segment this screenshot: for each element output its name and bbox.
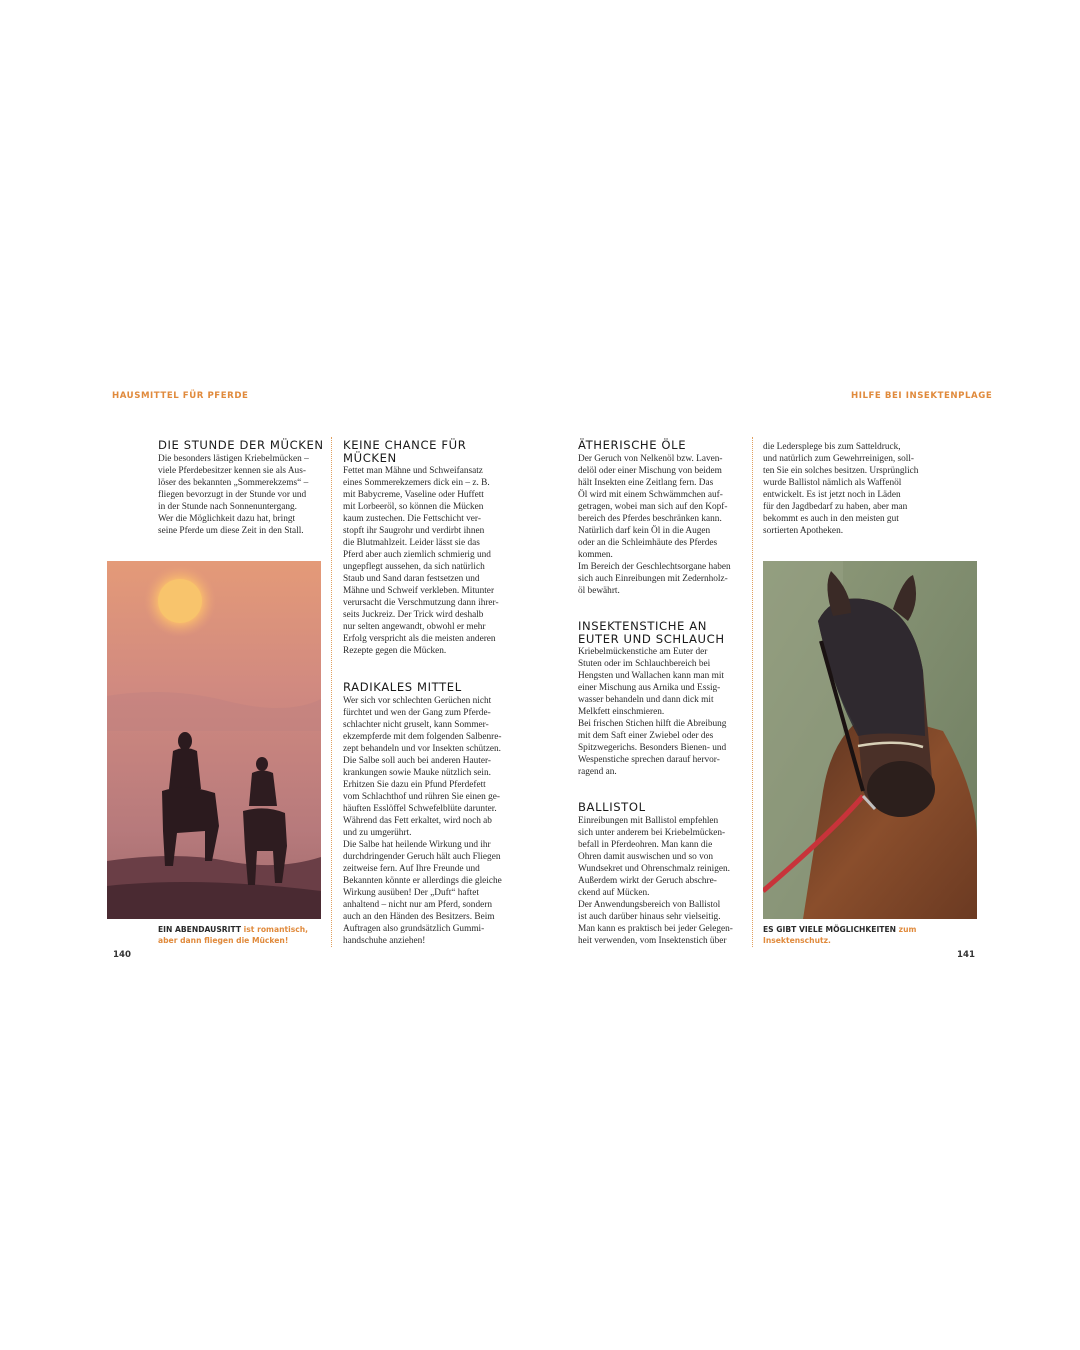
body-die-stunde: Die besonders lästigen Kriebelmücken – viele Pferdebesitzer kennen sie als Aus- löser des bekannten „Sommerekzems“ – fliegen bevorzugt in der Stunde vor und in der Stunde nach Sonnenuntergang. Wer die Möglichkeit dazu hat, bringt seine Pferde um diese Zeit in den Stall. (158, 454, 309, 536)
heading-insektenstiche: INSEKTENSTICHE AN EUTER UND SCHLAUCH (578, 619, 725, 646)
heading-die-stunde: DIE STUNDE DER MÜCKEN (158, 438, 324, 452)
caption-evening-ride (158, 924, 328, 946)
caption-rest-right: zum Insektenschutz. (763, 925, 917, 945)
caption-lead-right: ES GIBT VIELE MÖGLICHKEITEN (763, 925, 896, 934)
heading-ballistol: BALLISTOL (578, 800, 646, 814)
body-ballistol: Einreibungen mit Ballistol empfehlen sich unter anderem bei Kriebelmücken- befall in Pferdeohren. Man kann die Ohren damit auswischen und so von Wundsekret und Ohrenschmalz reinigen. Außerdem wirkt der Geruch abschre- ckend auf Mücken. Der Anwendungsbereich von Ballistol ist auch darüber hinaus sehr vielseitig. Man kann es praktisch bei jeder Gelegen- heit verwenden, vom Insektenstich über (578, 816, 733, 946)
page-number-right: 141 (957, 950, 975, 960)
body-radikales-mittel: Wer sich vor schlechten Gerüchen nicht fürchtet und wen der Gang zum Pferde- schlachter nicht gruselt, kann Sommer- ekzempferde mit dem folgenden Salbenre- zept behandeln und vor Insekten schützen. Die Salbe soll auch bei anderen Hauter- krankungen sowie Mauke nützlich sein. Erhitzen Sie dazu ein Pfund Pferdefett vom Schlachthof und rühren Sie einen ge- häuften Esslöffel Schwefelblüte darunter. Während das Fett erkaltet, wird noch ab und zu umgerührt. Die Salbe hat heilende Wirkung und ihr durchdringender Geruch hält auch Fliegen zeitweise fern. Auf Ihre Freunde und Bekannten könnte er allerdings die gleiche Wirkung ausüben! Der „Duft“ haftet anhaltend – nicht nur am Pferd, sondern auch an den Händen des Besitzers. Beim Auftragen also grundsätzlich Gummi- handschuhe anziehen! (343, 696, 502, 946)
running-head-left: HAUSMITTEL FÜR PFERDE (112, 391, 249, 401)
body-ballistol-continued: die Ledersplege bis zum Satteldruck, und natürlich zum Gewehrreinigen, soll- ten Sie ein solches besitzen. Ursprünglich wurde Ballistol nämlich als Waffenöl entwickelt. Es ist jetzt noch in Läden für den Jagdbedarf zu haben, aber man bekommt es auch in den meisten gut sortierten Apotheken. (763, 442, 919, 536)
caption-lead: EIN ABENDAUSRITT (158, 925, 242, 934)
heading-keine-chance: KEINE CHANCE FÜR MÜCKEN (343, 438, 467, 465)
running-head-right: HILFE BEI INSEKTENPLAGE (851, 391, 993, 401)
photo-horse-fly-mask (763, 561, 977, 919)
body-keine-chance: Fettet man Mähne und Schweifansatz eines Sommerekzemers dick ein – z. B. mit Babycreme, Vaseline oder Huffett mit Lorbeeröl, so können die Mücken kaum zustechen. Die Fettschicht ver- stopft ihr Saugrohr und verdirbt ihnen die Blutmahlzeit. Leider lässt sie das Pferd aber auch ziemlich schmierig und ungepflegt aussehen, da sich natürlich Staub und Sand daran festsetzen und Mähne und Schweif verkleben. Mitunter verursacht die Verschmutzung dann ihrer- seits Juckreiz. Der Trick wird deshalb nur selten angewandt, obwohl er mehr Erfolg verspricht als die meisten anderen Rezepte gegen die Mücken. (343, 466, 499, 656)
page-number-left: 140 (113, 950, 131, 960)
horse-fly-mask-image (763, 561, 977, 919)
body-aetherische-oele: Der Geruch von Nelkenöl bzw. Laven- delöl oder einer Mischung von beidem hält Insekten eine Zeitlang fern. Das Öl wird mit einem Schwämmchen auf- getragen, wobei man sich auf den Kopf- bereich des Pferdes beschränken kann. Natürlich darf kein Öl in die Augen oder an die Schleimhäute des Pferdes kommen. Im Bereich der Geschlechtsorgane haben sich auch Einreibungen mit Zedernholz- öl bewährt. (578, 454, 731, 596)
caption-rest: ist romantisch, aber dann fliegen die Mücken! (158, 925, 309, 945)
column-rule-left (331, 437, 332, 947)
column-rule-right (752, 437, 753, 947)
evening-ride-image (107, 561, 321, 919)
heading-radikales-mittel: RADIKALES MITTEL (343, 680, 462, 694)
heading-aetherische-oele: ÄTHERISCHE ÖLE (578, 438, 687, 452)
caption-horse (763, 924, 933, 946)
photo-evening-ride (107, 561, 321, 919)
body-insektenstiche: Kriebelmückenstiche am Euter der Stuten oder im Schlauchbereich bei Hengsten und Wallachen kann man mit einer Mischung aus Arnika und Essig- wasser behandeln und dann dick mit Melkfett einschmieren. Bei frischen Stichen hilft die Abreibung mit dem Saft einer Zwiebel oder des Spitzwegerichs. Besonders Bienen- und Wespenstiche sprechen darauf hervor- ragend an. (578, 647, 727, 777)
